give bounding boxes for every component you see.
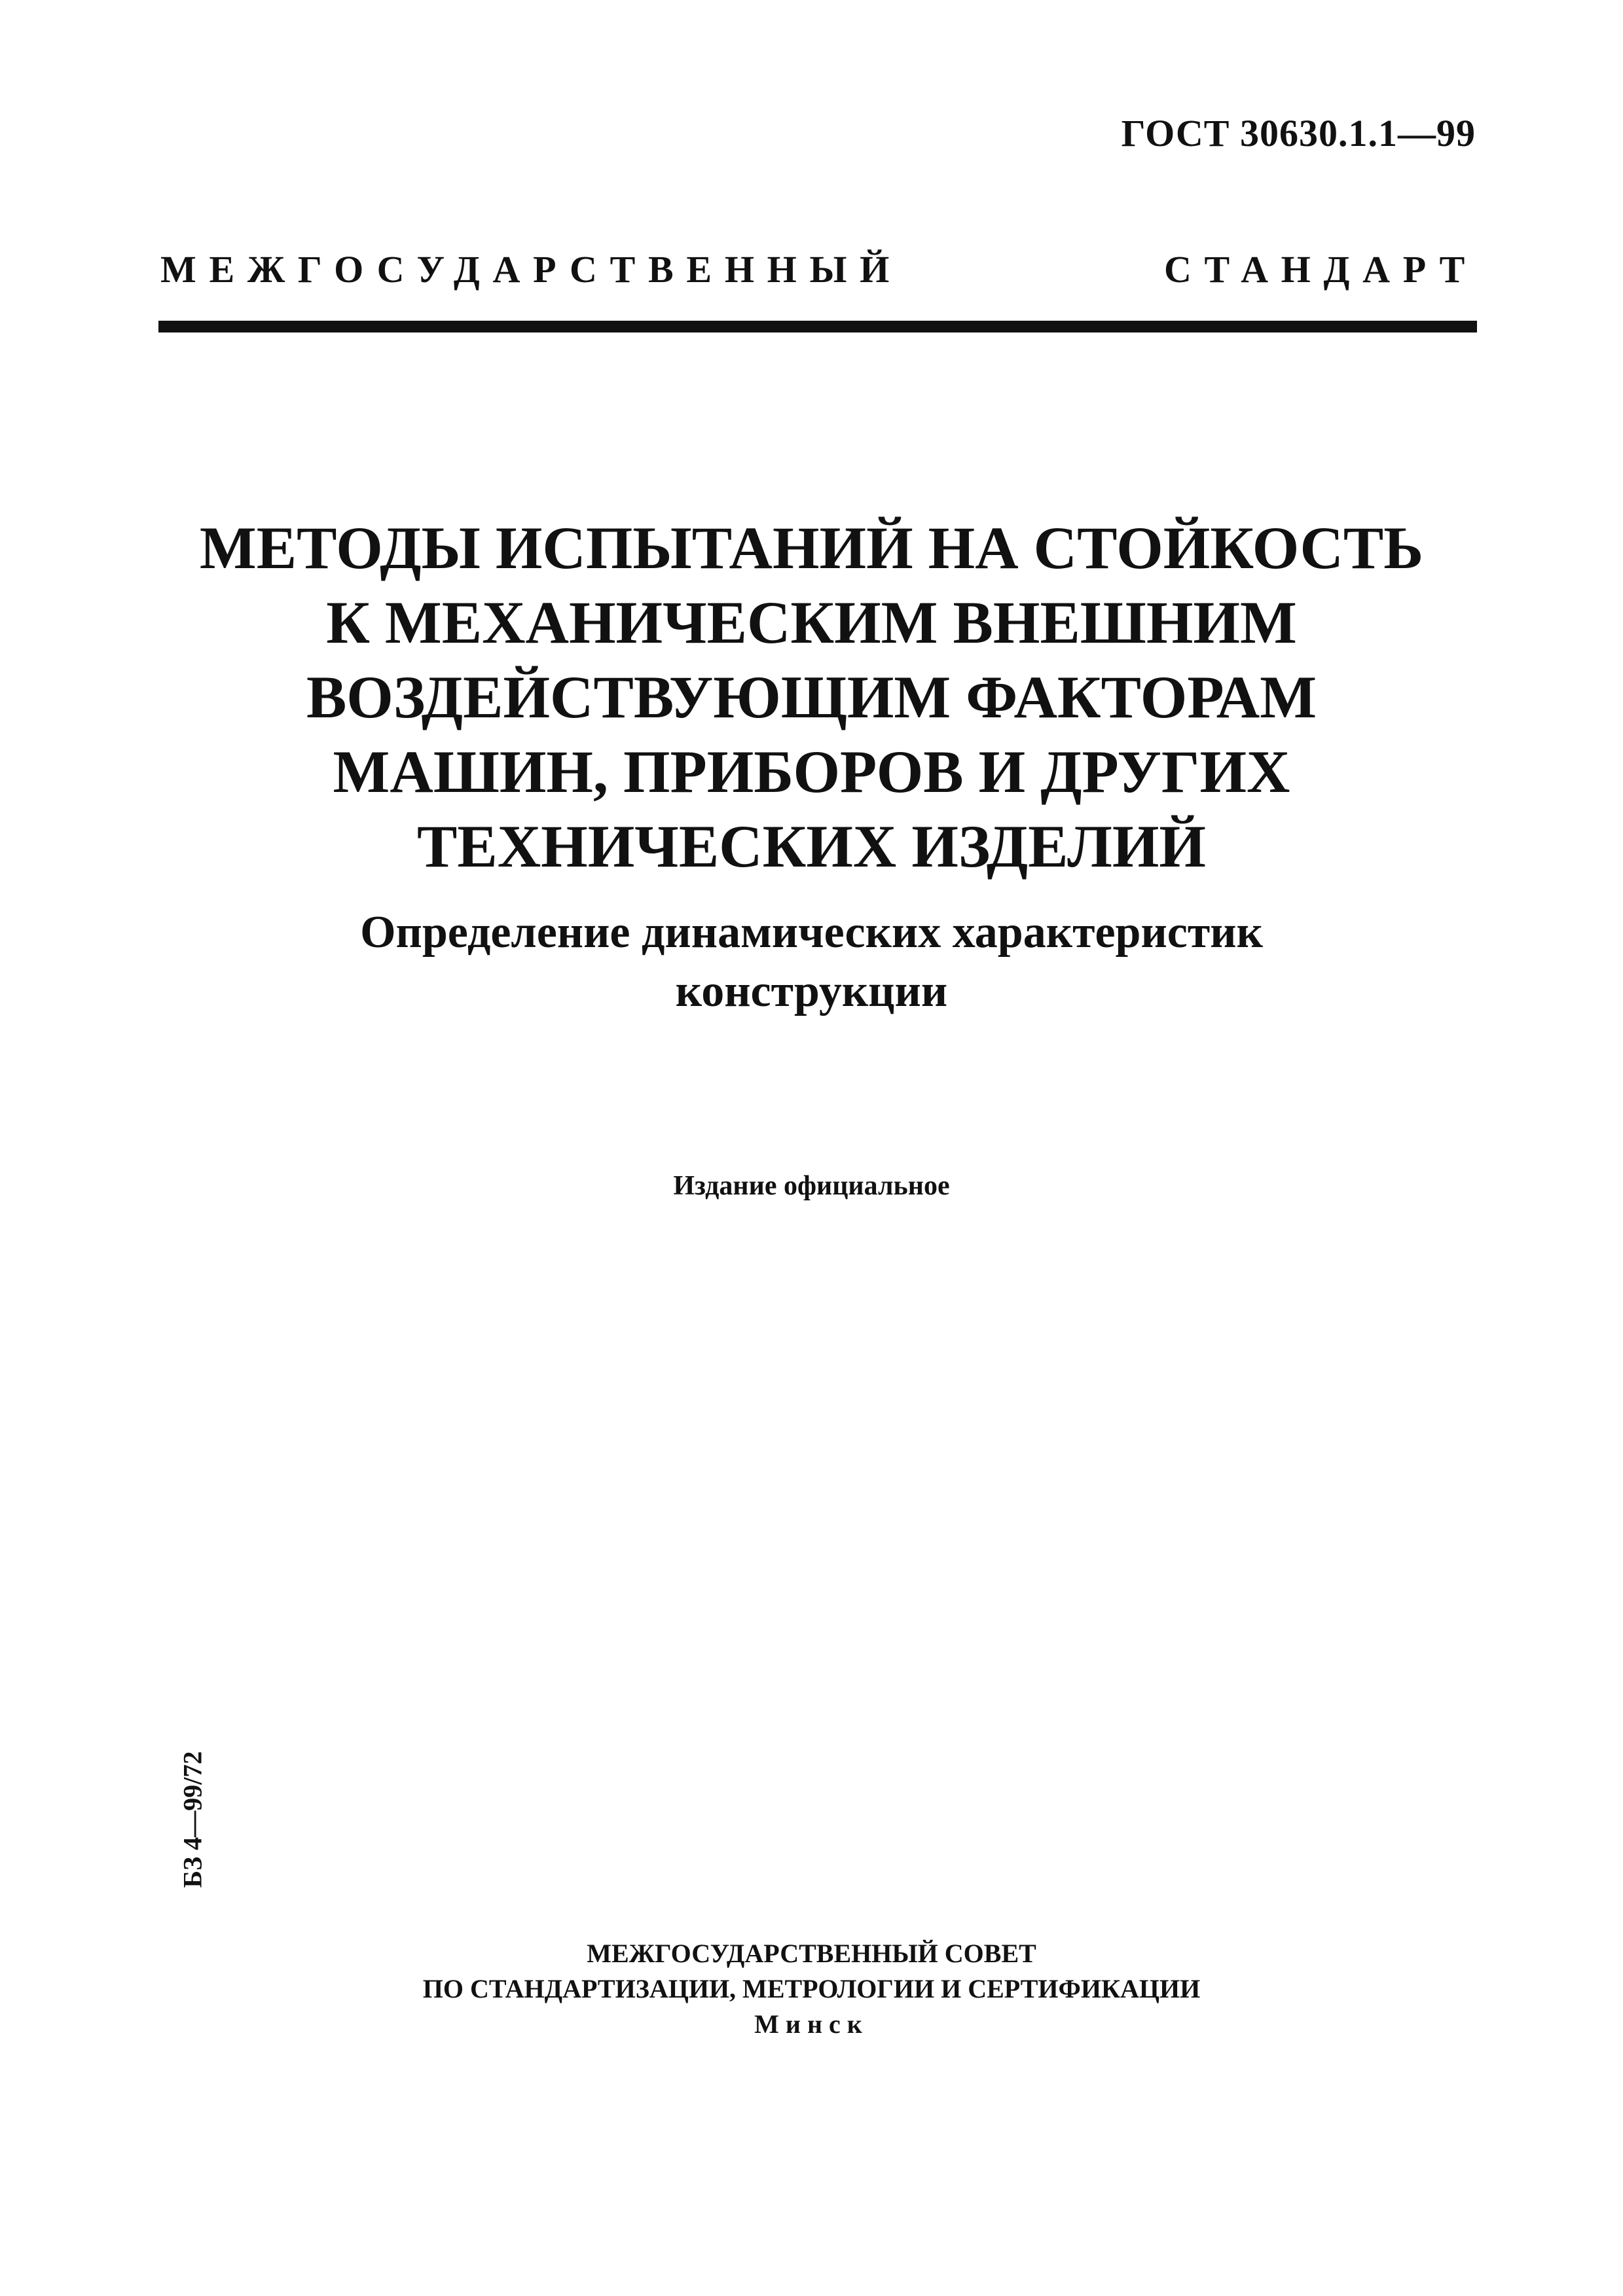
document-title bbox=[0, 511, 1623, 884]
title-line: К МЕХАНИЧЕСКИМ ВНЕШНИМ bbox=[326, 589, 1297, 656]
publisher-city: Минск bbox=[754, 2009, 869, 2039]
subtitle-line: конструкции bbox=[675, 966, 948, 1016]
publisher-line: МЕЖГОСУДАРСТВЕННЫЙ СОВЕТ bbox=[587, 1939, 1036, 1968]
standard-type-heading: МЕЖГОСУДАРСТВЕННЫЙ СТАНДАРТ bbox=[160, 248, 1478, 291]
title-line: ВОЗДЕЙСТВУЮЩИМ ФАКТОРАМ bbox=[306, 664, 1317, 730]
publisher-block bbox=[0, 1936, 1623, 2042]
title-line: МАШИН, ПРИБОРОВ И ДРУГИХ bbox=[333, 738, 1290, 805]
title-line: МЕТОДЫ ИСПЫТАНИЙ НА СТОЙКОСТЬ bbox=[199, 514, 1424, 581]
header-divider bbox=[158, 321, 1477, 332]
edition-note: Издание официальное bbox=[673, 1171, 950, 1201]
document-subtitle bbox=[0, 903, 1623, 1021]
title-line: ТЕХНИЧЕСКИХ ИЗДЕЛИЙ bbox=[417, 813, 1206, 880]
publisher-line: ПО СТАНДАРТИЗАЦИИ, МЕТРОЛОГИИ И СЕРТИФИКАЦИИ bbox=[422, 1974, 1201, 2003]
side-catalog-code: БЗ 4—99/72 bbox=[177, 1751, 208, 1888]
standard-designation: ГОСТ 30630.1.1—99 bbox=[1121, 112, 1476, 154]
subtitle-line: Определение динамических характеристик bbox=[360, 907, 1263, 958]
